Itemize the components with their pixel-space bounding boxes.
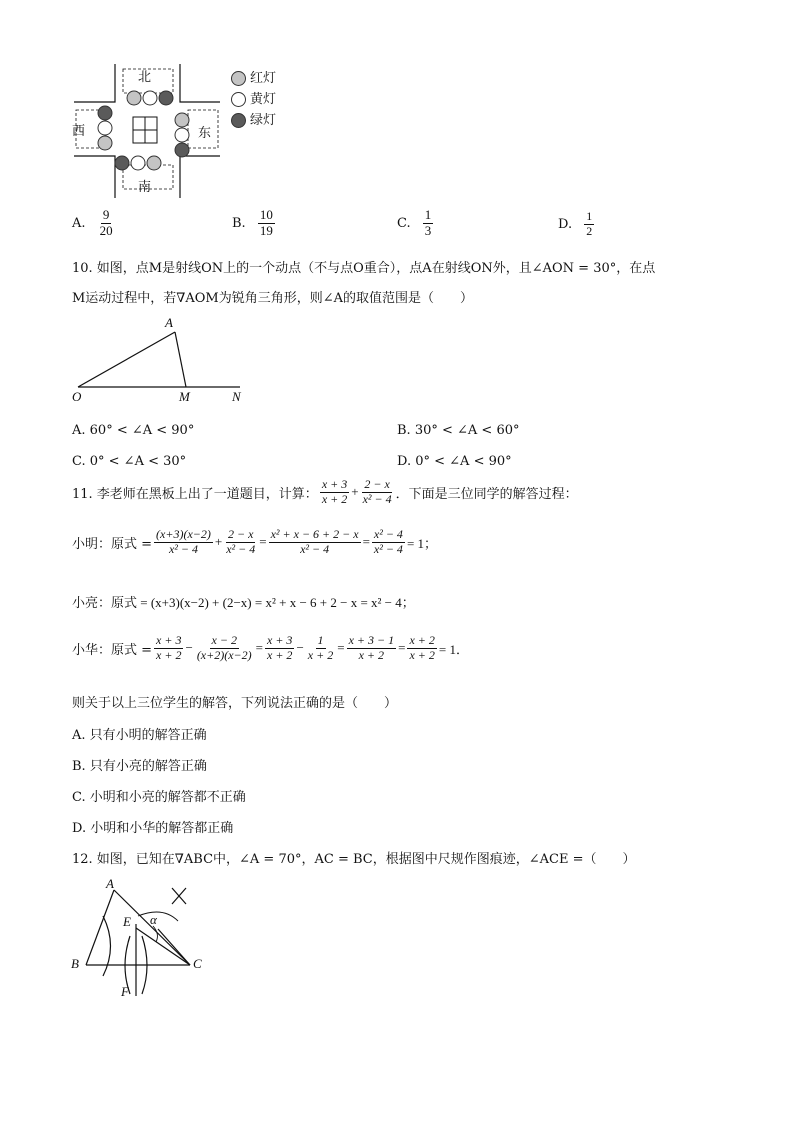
fraction: $\frac{x + 3}{x + 2}$ <box>267 633 293 662</box>
q10-option-a[interactable]: A. 60° < ∠A < 90° <box>72 423 195 438</box>
label-c: C <box>193 956 202 971</box>
q11-option-a[interactable]: A. 只有小明的解答正确 <box>72 728 207 743</box>
traffic-figure <box>70 64 230 199</box>
q10-text-line1: 10. 如图，点M是射线ON上的一个动点（不与点O重合），点A在射线ON外，且∠AON = 30°，在点 <box>72 261 656 276</box>
fraction: $\frac{2 - x}{\text{x² − 4}}$ <box>362 477 392 506</box>
xiaohua-solution: 小华：原式 = $\frac{x + 3}{x + 2}$ − $\frac{x - 2}{(x+2)(x-2)}$ = $\frac{x + 3}{x + 2}$ − $\frac{1}{x + 2}$ = $\frac{x + 3 - 1}{x + 2}$ = $\frac{x + 2}{x + 2}$ = 1． <box>72 633 469 662</box>
legend-red: 红灯 <box>231 68 276 89</box>
q11-option-c[interactable]: C. 小明和小亮的解答都不正确 <box>72 790 246 805</box>
fraction: $\frac{x + 3}{x + 2}$ <box>156 633 182 662</box>
q11-option-d[interactable]: D. 小明和小华的解答都正确 <box>72 821 234 836</box>
q9-option-b[interactable]: B. $\frac{10}{19}$ <box>232 207 273 238</box>
q9-option-c[interactable]: C. $\frac{1}{3}$ <box>397 207 432 238</box>
xiaoming-solution: 小明：原式 = $\frac{(x+3)(x-2)}{\text{x² − 4}}$ + $\frac{2 - x}{\text{x² − 4}}$ = $\frac{\text{x² + x − 6 + 2 − x}}{\text{x² − 4}}$ = $\frac{\text{x² − 4}}{\text{x² − 4}}$ = 1； <box>72 527 438 556</box>
label-a: A <box>165 315 173 330</box>
fraction: $\frac{\text{x² + x − 6 + 2 − x}}{\text{x² − 4}}$ <box>270 527 359 556</box>
label-o: O <box>72 389 82 404</box>
legend-yellow: 黄灯 <box>231 89 276 110</box>
q12-figure <box>68 876 218 1006</box>
fraction: $\frac{x - 2}{(x+2)(x-2)}$ <box>196 633 252 662</box>
fraction: $\frac{\text{x² − 4}}{\text{x² − 4}}$ <box>373 527 403 556</box>
q9-option-d[interactable]: D. $\frac{1}{2}$ <box>558 209 593 238</box>
legend-green: 绿灯 <box>231 110 276 131</box>
triangle-aom-drawing <box>68 315 258 410</box>
q10-option-c[interactable]: C. 0° < ∠A < 30° <box>72 454 187 469</box>
xiaoliang-solution: 小亮：原式 = (x+3)(x−2) + (2−x) = x² + x − 6 + 2 − x = x² − 4； <box>72 595 415 610</box>
north-label: 北 <box>138 70 152 85</box>
green-light-icon <box>231 113 246 128</box>
fraction: $\frac{10}{19}$ <box>259 207 273 238</box>
east-label: 东 <box>198 126 212 141</box>
q9-option-a[interactable]: A. $\frac{9}{20}$ <box>72 207 113 238</box>
q10-option-d[interactable]: D. 0° < ∠A < 90° <box>397 454 512 469</box>
fraction: $\frac{9}{20}$ <box>99 207 113 238</box>
label-m: M <box>179 389 190 404</box>
label-e: E <box>123 914 131 929</box>
fraction: $\frac{(x+3)(x-2)}{\text{x² − 4}}$ <box>156 527 211 556</box>
label-n: N <box>232 389 241 404</box>
q10-text-line2: M运动过程中，若∇AOM为锐角三角形，则∠A的取值范围是（ ） <box>72 291 474 306</box>
fraction: $\frac{1}{2}$ <box>586 209 593 238</box>
label-f: F <box>121 984 129 999</box>
q11-intro: 11. 李老师在黑板上出了一道题目，计算： $\frac{x + 3}{x + 2}$ + $\frac{2 - x}{\text{x² − 4}}$ ．下面是三位同学的解答过程： <box>72 477 578 506</box>
fraction: $\frac{x + 3 - 1}{x + 2}$ <box>348 633 395 662</box>
label-alpha: α <box>150 912 157 927</box>
red-light-icon <box>231 71 246 86</box>
q11-question: 则关于以上三位学生的解答，下列说法正确的是（ ） <box>72 696 398 711</box>
triangle-abc-construction <box>68 876 218 1006</box>
label-b: B <box>71 956 79 971</box>
fraction: $\frac{x + 3}{x + 2}$ <box>321 477 348 506</box>
fraction: $\frac{2 - x}{\text{x² − 4}}$ <box>226 527 256 556</box>
fraction: $\frac{1}{x + 2}$ <box>307 633 334 662</box>
fraction: $\frac{1}{3}$ <box>424 207 432 238</box>
fraction: $\frac{x + 2}{x + 2}$ <box>409 633 435 662</box>
q10-option-b[interactable]: B. 30° < ∠A < 60° <box>397 423 520 438</box>
label-a: A <box>106 876 114 891</box>
yellow-light-icon <box>231 92 246 107</box>
q11-option-b[interactable]: B. 只有小亮的解答正确 <box>72 759 207 774</box>
west-label: 西 <box>72 124 86 139</box>
south-label: 南 <box>138 180 152 195</box>
q12-text: 12. 如图，已知在∇ABC中，∠A = 70°，AC = BC，根据图中尺规作图痕迹，∠ACE =（ ） <box>72 852 636 867</box>
legend <box>231 68 276 131</box>
q10-figure <box>68 315 258 410</box>
